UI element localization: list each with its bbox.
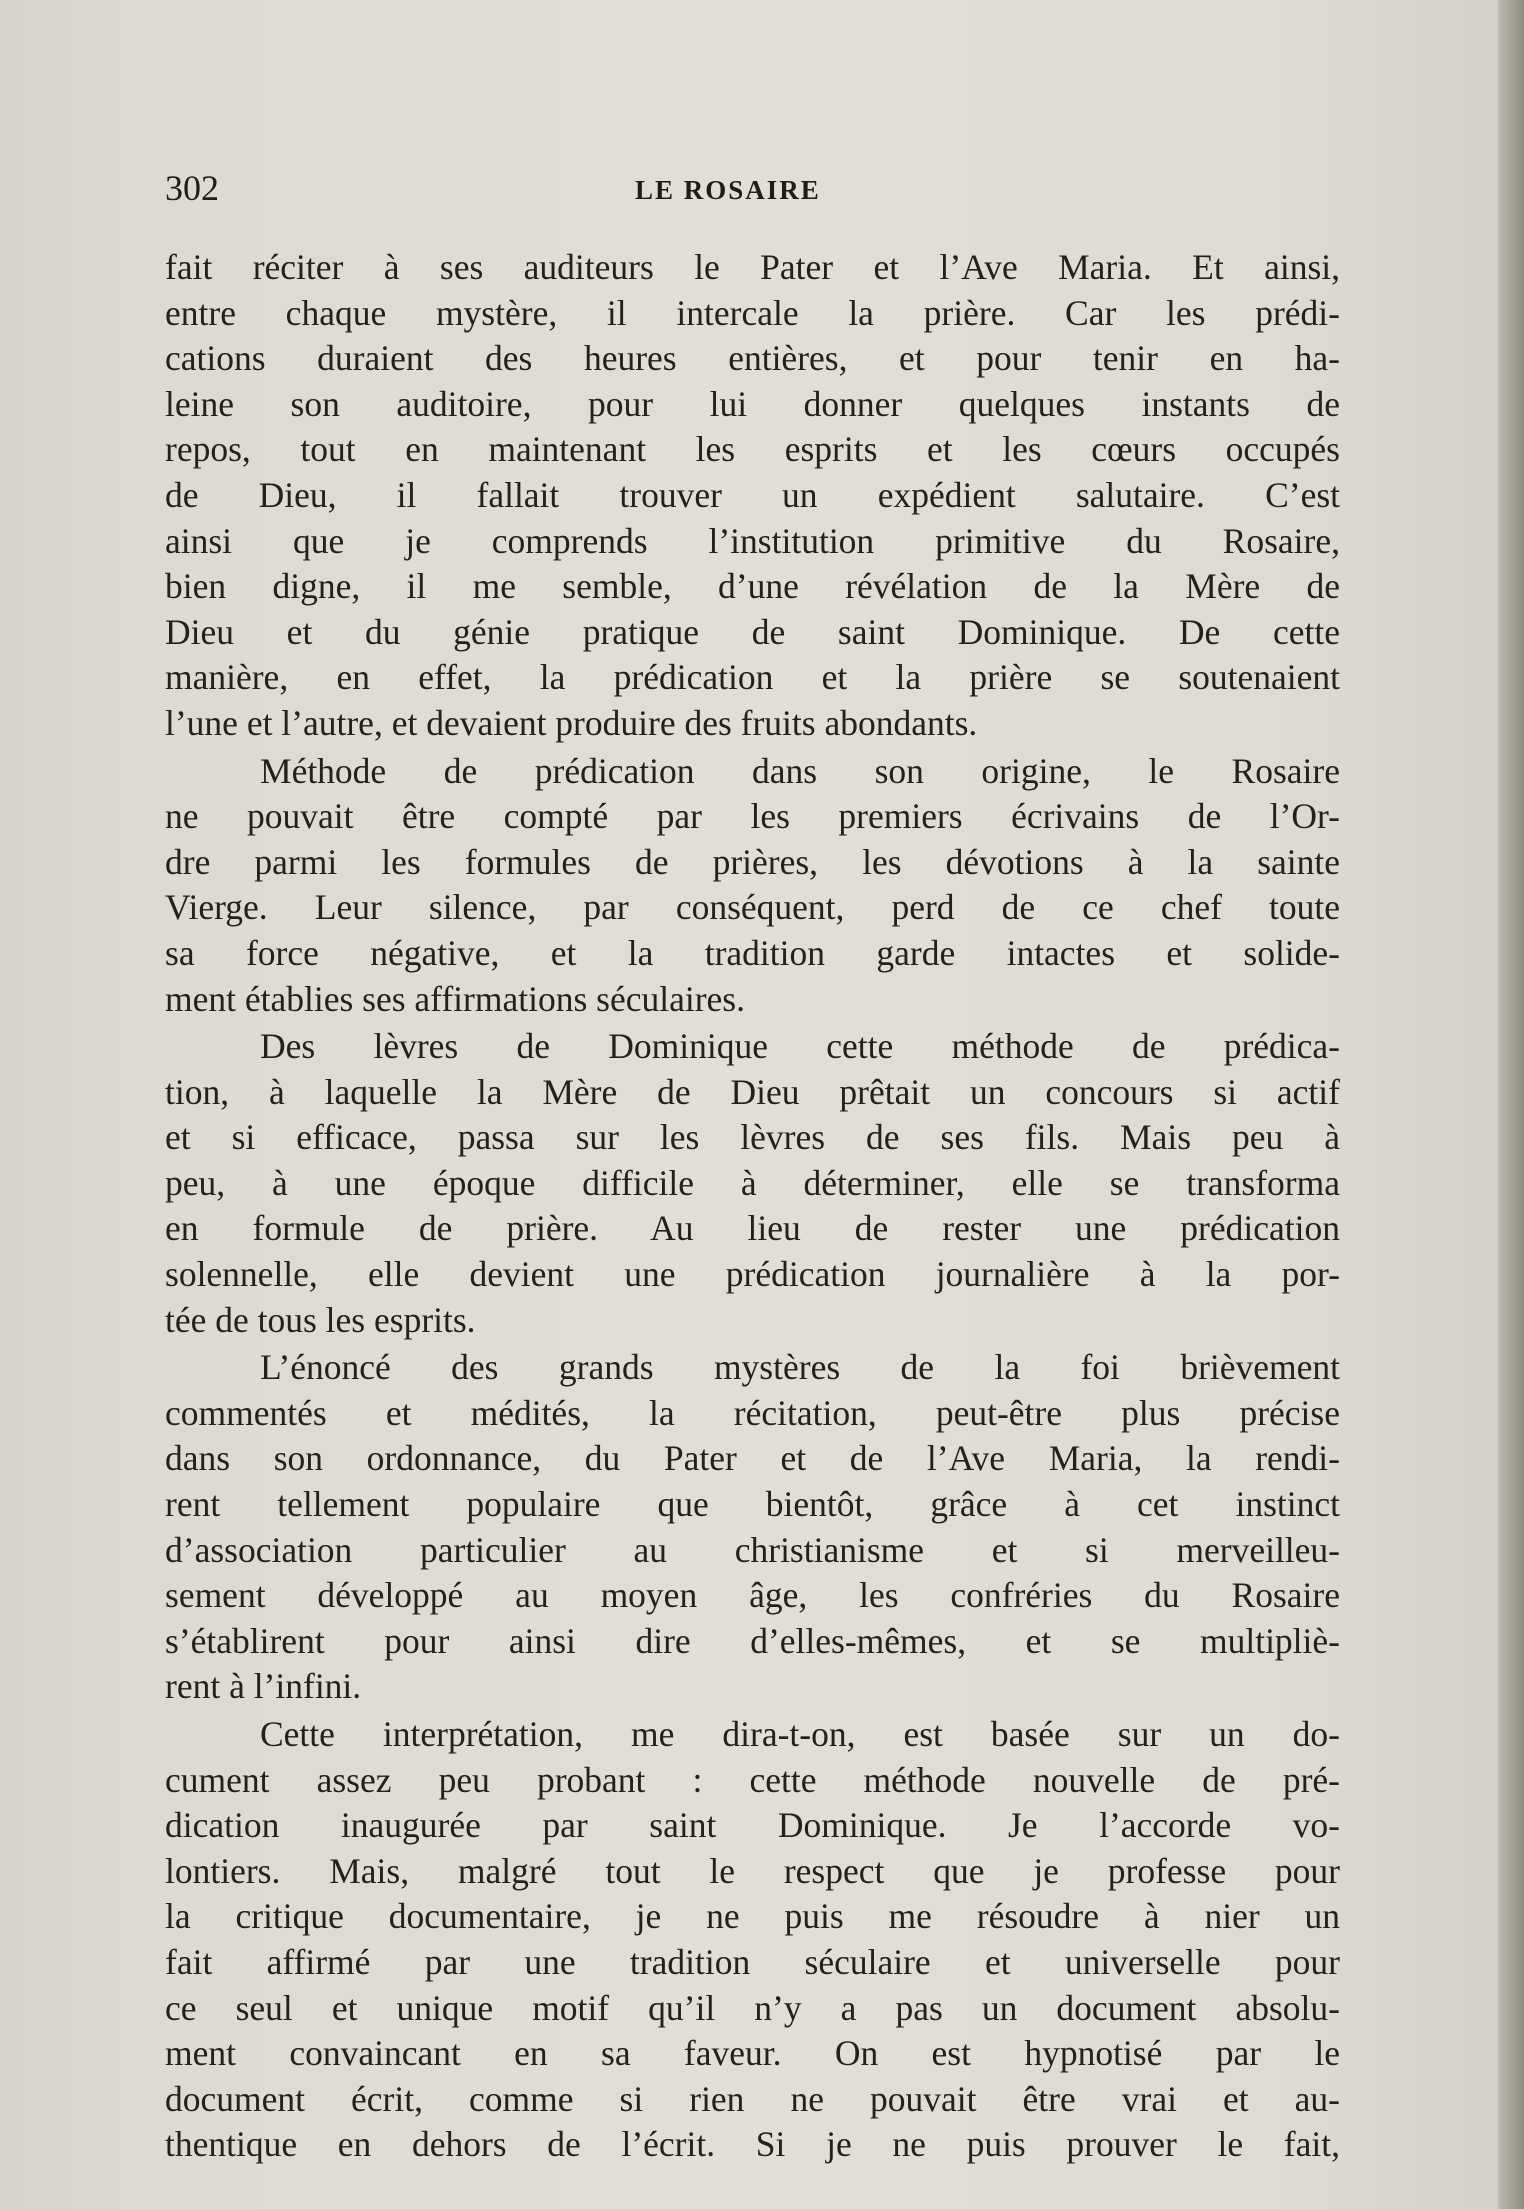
text-line: ne pouvait être compté par les premiers écrivains de l’Or- (165, 796, 1340, 837)
paragraph-1 (165, 245, 1340, 747)
text-line: dication inaugurée par saint Dominique. Je l’accorde vo- (165, 1805, 1340, 1846)
text-line: cations duraient des heures entières, et pour tenir en ha- (165, 338, 1340, 379)
text-line: bien digne, il me semble, d’une révélation de la Mère de (165, 566, 1340, 607)
text-line: solennelle, elle devient une prédication journalière à la por- (165, 1254, 1340, 1295)
text-line: manière, en effet, la prédication et la prière se soutenaient (165, 657, 1340, 698)
text-line: en formule de prière. Au lieu de rester une prédication (165, 1208, 1340, 1249)
page-number: 302 (165, 168, 219, 208)
text-line: et si efficace, passa sur les lèvres de ses fils. Mais peu à (165, 1117, 1340, 1158)
text-line: ment convaincant en sa faveur. On est hypnotisé par le (165, 2033, 1340, 2074)
paragraph-5 (165, 1712, 1340, 2168)
body-text (165, 245, 1340, 2168)
text-line: repos, tout en maintenant les esprits et les cœurs occupés (165, 429, 1340, 470)
text-line: dre parmi les formules de prières, les dévotions à la sainte (165, 841, 1340, 882)
text-line: Méthode de prédication dans son origine, le Rosaire (260, 750, 1340, 791)
text-line: leine son auditoire, pour lui donner quelques instants de (165, 383, 1340, 424)
text-line: L’énoncé des grands mystères de la foi brièvement (260, 1347, 1340, 1388)
text-line: sa force négative, et la tradition garde intactes et solide- (165, 932, 1340, 973)
text-line: sement développé au moyen âge, les confréries du Rosaire (165, 1575, 1340, 1616)
text-line: thentique en dehors de l’écrit. Si je ne puis prouver le fait, (165, 2124, 1340, 2165)
text-line: ment établies ses affirmations séculaires. (165, 978, 745, 1019)
page-header (165, 168, 1335, 218)
text-line: la critique documentaire, je ne puis me résoudre à nier un (165, 1896, 1340, 1937)
text-line: fait affirmé par une tradition séculaire et universelle pour (165, 1941, 1340, 1982)
text-line: rent tellement populaire que bientôt, grâce à cet instinct (165, 1484, 1340, 1525)
text-line: tée de tous les esprits. (165, 1299, 476, 1340)
paragraph-3 (165, 1024, 1340, 1343)
paragraph-2 (165, 749, 1340, 1023)
text-line: Cette interprétation, me dira-t-on, est basée sur un do- (260, 1714, 1340, 1754)
text-line: Des lèvres de Dominique cette méthode de prédica- (260, 1026, 1340, 1067)
text-line: entre chaque mystère, il intercale la prière. Car les prédi- (165, 292, 1340, 333)
text-line: peu, à une époque difficile à déterminer, elle se transforma (165, 1162, 1340, 1203)
text-line: l’une et l’autre, et devaient produire des fruits abondants. (165, 702, 978, 743)
text-line: dans son ordonnance, du Pater et de l’Ave Maria, la rendi- (165, 1438, 1340, 1479)
text-line: ainsi que je comprends l’institution primitive du Rosaire, (165, 520, 1340, 561)
text-line: d’association particulier au christianisme et si merveilleu- (165, 1529, 1340, 1570)
text-line: ce seul et unique motif qu’il n’y a pas un document absolu- (165, 1987, 1340, 2028)
text-line: cument assez peu probant : cette méthode nouvelle de pré- (165, 1759, 1340, 1800)
text-line: Dieu et du génie pratique de saint Dominique. De cette (165, 611, 1340, 652)
text-line: commentés et médités, la récitation, peut-être plus précise (165, 1392, 1340, 1433)
paragraph-4 (165, 1345, 1340, 1710)
text-line: lontiers. Mais, malgré tout le respect que je professe pour (165, 1850, 1340, 1891)
text-line: rent à l’infini. (165, 1666, 362, 1707)
text-line: tion, à laquelle la Mère de Dieu prêtait un concours si actif (165, 1071, 1340, 1112)
text-line: fait réciter à ses auditeurs le Pater et l’Ave Maria. Et ainsi, (165, 247, 1340, 287)
text-line: de Dieu, il fallait trouver un expédient salutaire. C’est (165, 474, 1340, 515)
text-line: s’établirent pour ainsi dire d’elles-mêmes, et se multipliè- (165, 1620, 1340, 1661)
text-line: Vierge. Leur silence, par conséquent, perd de ce chef toute (165, 887, 1340, 928)
text-line: document écrit, comme si rien ne pouvait être vrai et au- (165, 2078, 1340, 2119)
running-head: LE ROSAIRE (635, 175, 821, 205)
page-edge (1498, 0, 1524, 2209)
